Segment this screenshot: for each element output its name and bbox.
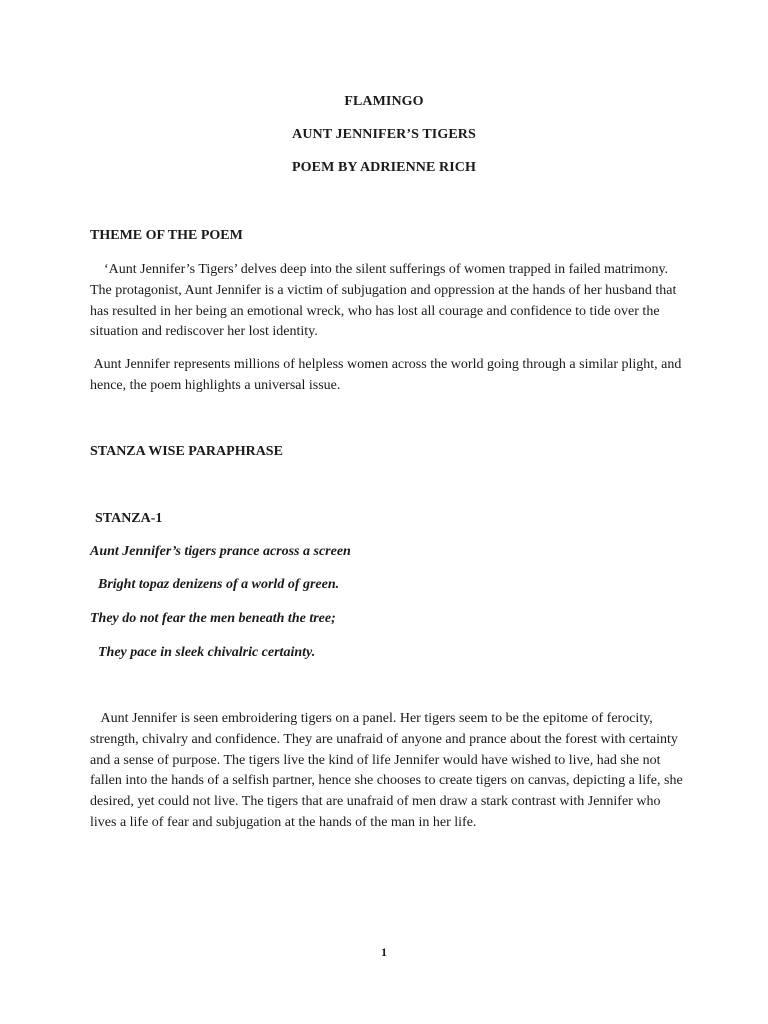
verse-line: They pace in sleek chivalric certainty. <box>98 645 316 660</box>
verse-line: Aunt Jennifer’s tigers prance across a screen <box>90 544 351 559</box>
paraphrase-heading: STANZA WISE PARAPHRASE <box>90 444 283 459</box>
stanza-label: STANZA-1 <box>95 511 163 526</box>
verse-line: Bright topaz denizens of a world of green. <box>98 577 340 592</box>
theme-heading: THEME OF THE POEM <box>90 228 243 243</box>
chapter-title: AUNT JENNIFER’S TIGERS <box>292 127 476 142</box>
theme-paragraph-1: ‘Aunt Jennifer’s Tigers’ delves deep into the silent sufferings of women trapped in failed matrimony. The protagonist, Aunt Jennifer is a victim of subjugation and oppression at the hands of her husband that has resulted in her being an emotional wreck, who has lost all courage and confidence to tide over the situation and rediscover her lost identity. <box>90 262 677 340</box>
page-number: 1 <box>381 945 387 959</box>
stanza-explanation: Aunt Jennifer is seen embroidering tigers on a panel. Her tigers seem to be the epitome of ferocity, strength, chivalry and confidence. They are unafraid of anyone and prance about the forest with certainty and a sense of purpose. The tigers live the kind of life Jennifer would have wished to live, had she not fallen into the hands of a selfish partner, hence she chooses to create tigers on canvas, depicting a life, she desired, yet could not live. The tigers that are unafraid of men draw a stark contrast with Jennifer who lives a life of fear and subjugation at the hands of the man in her life. <box>90 711 683 830</box>
book-title: FLAMINGO <box>344 94 424 109</box>
author-line: POEM BY ADRIENNE RICH <box>292 160 476 175</box>
verse-line: They do not fear the men beneath the tree; <box>90 611 336 626</box>
theme-paragraph-2: Aunt Jennifer represents millions of helpless women across the world going through a similar plight, and hence, the poem highlights a universal issue. <box>90 357 682 393</box>
